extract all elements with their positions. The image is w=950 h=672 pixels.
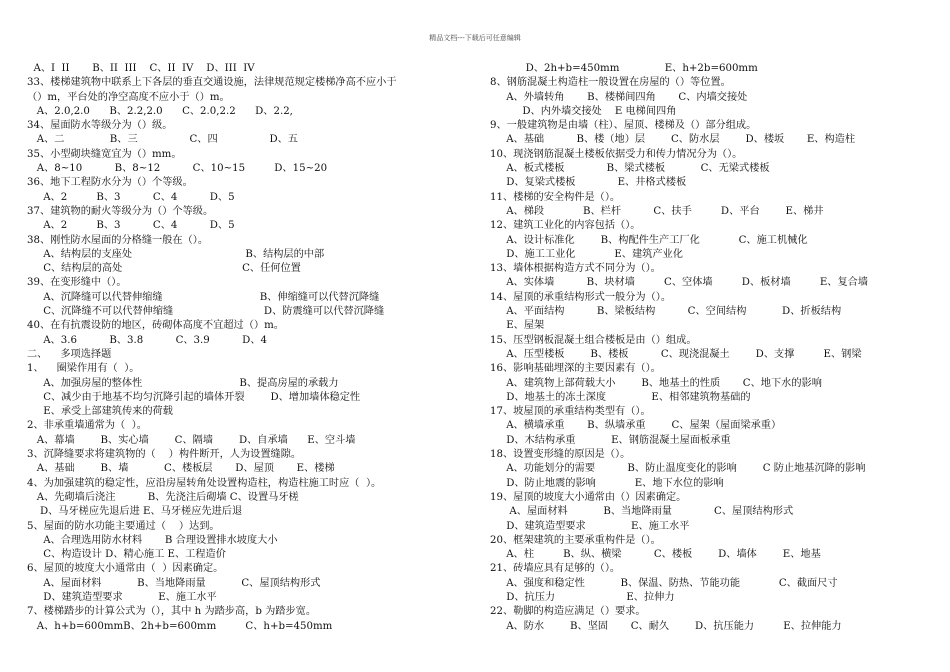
question-line: A、结构层的支座处 B、结构层的中部: [27, 248, 325, 260]
question-line: A、3.6 B、3.8 C、3.9 D、4: [27, 334, 267, 346]
question-line: A、屋面材料 B、当地降雨量 C、屋顶结构形式: [27, 577, 321, 589]
question-line: 3、沉降缝要求将建筑物的（ ）构件断开，人为设置缝隙。: [27, 449, 302, 461]
question-line: 21、砖墙应具有足够的（）。: [490, 563, 621, 575]
question-line: 37、建筑物的耐火等级分为（）个等级。: [27, 205, 214, 217]
question-line: D、2h+b=450mm E、h+2b=600mm: [490, 63, 758, 74]
question-line: A、二 B、三 C、四 D、五: [27, 134, 298, 146]
question-line: A、强度和稳定性 B、保温、防热、节能功能 C、截面尺寸: [490, 577, 838, 589]
question-line: （）m，平台处的净空高度不应小于（）m。: [27, 91, 230, 103]
question-line: 40、在有抗震设防的地区，砖砌体高度不宜超过（）m。: [27, 320, 284, 332]
question-line: C、减少由于地基不均匀沉降引起的墙体开裂 D、增加墙体稳定性: [27, 391, 361, 403]
question-line: 22、勒脚的构造应满足（）要求。: [490, 606, 646, 618]
question-line: D、内外墙交接处 E 电梯间四角: [490, 105, 677, 117]
question-line: E、屋架: [490, 320, 545, 332]
question-line: D、防止地震的影响 E、地下水位的影响: [490, 477, 724, 489]
question-line: C、沉降缝不可以代替伸缩缝 D、防震缝可以代替沉降缝: [27, 306, 385, 318]
question-line: 34、屋面防水等级分为（）级。: [27, 120, 173, 132]
question-line: A、设计标准化 B、构配件生产工厂化 C、施工机械化: [490, 234, 808, 246]
question-line: A、平面结构 B、梁板结构 C、空间结构 D、折板结构: [490, 306, 842, 318]
question-line: D、地基土的冻土深度 E、相邻建筑物基础的: [490, 391, 751, 403]
question-line: 4、为加强建筑的稳定性，应沿房屋转角处设置构造柱，构造柱施工时应（ ）。: [27, 477, 382, 489]
question-line: A、h+b=600mmB、2h+b=600mm C、h+b=450mm: [27, 620, 333, 632]
question-line: A、防水 B、坚固 C、耐久 D、抗压能力 E、拉伸能力: [490, 620, 842, 632]
question-line: 36、地下工程防水分为（）个等级。: [27, 177, 193, 189]
question-line: A、外墙转角 B、楼梯间四角 C、内墙交接处: [490, 91, 748, 103]
question-line: A、沉降缝可以代替伸缩缝 B、伸缩缝可以代替沉降缝: [27, 291, 380, 303]
question-line: A、横墙承重 B、纵墙承重 C、屋架（屋面梁承重）: [490, 420, 782, 432]
question-line: A、加强房屋的整体性 B、提高房屋的承载力: [27, 377, 339, 389]
question-line: C、结构层的高处 C、任何位置: [27, 263, 301, 275]
question-line: 12、建筑工业化的内容包括（）。: [490, 220, 641, 232]
question-line: 8、钢筋混凝土构造柱一般设置在房屋的（）等位置。: [490, 77, 731, 89]
question-line: A、I II B、II III C、II IV D、III IV: [27, 63, 255, 74]
question-line: 6、屋顶的坡度大小通常由（ ）因素确定。: [27, 563, 224, 575]
question-line: D、马牙槎应先退后进 E、马牙槎应先进后退: [27, 506, 243, 518]
question-line: 39、在变形缝中（）。: [27, 277, 127, 289]
right-column: [490, 62, 930, 634]
question-line: 33、楼梯建筑物中联系上下各层的垂直交通设施，法律规范规定楼梯净高不应小于: [27, 77, 397, 89]
question-line: 16、影响基础埋深的主要因素有（）。: [490, 363, 661, 375]
question-line: A、柱 B、纵、横梁 C、楼板 D、墙体 E、地基: [490, 549, 821, 561]
question-line: D、复梁式楼板 E、井格式楼板: [490, 177, 687, 189]
question-line: 17、坡屋顶的承重结构类型有（）。: [490, 406, 651, 418]
question-line: 14、屋顶的承重结构形式一般分为（）。: [490, 291, 672, 303]
question-line: 11、楼梯的安全构件是（）。: [490, 191, 621, 203]
question-line: A、2.0,2.0 B、2.2,2.0 C、2.0,2.2 D、2.2,: [27, 105, 293, 117]
question-line: 5、屋面的防水功能主要通过（ ）达到。: [27, 520, 220, 532]
question-line: 19、屋顶的坡度大小通常由（）因素确定。: [490, 491, 687, 503]
question-line: A、基础 B、楼（地）层 C、防水层 D、楼坂 E、构造柱: [490, 134, 856, 146]
question-line: 35、小型砌块缝宽宜为（）mm。: [27, 148, 182, 160]
question-line: C、构造设计 D、精心施工 E、工程造价: [27, 549, 226, 561]
left-column: [27, 62, 467, 634]
question-line: 9、一般建筑物是由墙（柱）、屋顶、楼梯及（）部分组成。: [490, 120, 757, 132]
question-line: D、木结构承重 E、钢筋混凝土屋面板承重: [490, 434, 731, 446]
question-line: A、基础 B、墙 C、楼板层 D、屋顶 E、楼梯: [27, 463, 335, 475]
question-line: 7、楼梯踏步的计算公式为（），其中 h 为踏步高，b 为踏步宽。: [27, 606, 317, 618]
question-line: 13、墙体根据构造方式不同分为（）。: [490, 263, 661, 275]
question-line: D、建筑造型要求 E、施工水平: [27, 591, 217, 603]
question-line: A、8~10 B、8~12 C、10~15 D、15~20: [27, 163, 328, 175]
question-line: A、2 B、3 C、4 D、5: [27, 220, 235, 232]
page-header: 精品文档---下载后可任意编辑: [429, 34, 521, 42]
question-line: D、建筑造型要求 E、施工水平: [490, 520, 690, 532]
question-line: A、板式楼板 B、梁式楼板 C、无梁式楼板: [490, 163, 770, 175]
question-line: A、梯段 B、栏杆 C、扶手 D、平台 E、梯井: [490, 205, 824, 217]
question-line: 38、刚性防水屋面的分格缝一般在（）。: [27, 234, 209, 246]
question-line: 10、现浇钢筋混凝土楼板依据受力和传力情况分为（）。: [490, 148, 743, 160]
question-line: A、合理选用防水材料 B 合理设置排水坡度大小: [27, 534, 278, 546]
question-line: 20、框架建筑的主要承重构件是（）。: [490, 534, 661, 546]
question-line: 2、非承重墙通常为（ ）。: [27, 420, 147, 432]
question-line: D、抗压力 E、拉伸力: [490, 591, 675, 603]
question-line: 二、 多项选择题: [27, 348, 112, 360]
question-line: A、功能划分的需要 B、防止温度变化的影响 C 防止地基沉降的影响: [490, 463, 866, 475]
question-line: A、先砌墙后浇注 B、先浇注后砌墙 C、设置马牙槎: [27, 491, 299, 503]
question-line: A、压型楼板 B、楼板 C、现浇混凝土 D、支撑 E、钢梁: [490, 348, 862, 360]
question-line: A、实体墙 B、块材墙 C、空体墙 D、板材墙 E、复合墙: [490, 277, 868, 289]
question-line: A、2 B、3 C、4 D、5: [27, 191, 235, 203]
question-line: A、幕墙 B、实心墙 C、隔墙 D、自承墙 E、空斗墙: [27, 434, 356, 446]
question-line: A、建筑物上部荷载大小 B、地基土的性质 C、地下水的影响: [490, 377, 822, 389]
question-line: D、施工工业化 E、建筑产业化: [490, 248, 683, 260]
question-line: A、屋面材料 B、当地降雨量 C、屋顶结构形式: [490, 506, 794, 518]
question-line: 15、压型钢板混凝土组合楼板是由（）组成。: [490, 334, 697, 346]
question-line: 1、 圈梁作用有（ ）。: [27, 363, 140, 375]
question-line: E、承受上部建筑传来的荷载: [27, 406, 173, 418]
question-line: 18、设置变形缝的原因是（）。: [490, 449, 631, 461]
